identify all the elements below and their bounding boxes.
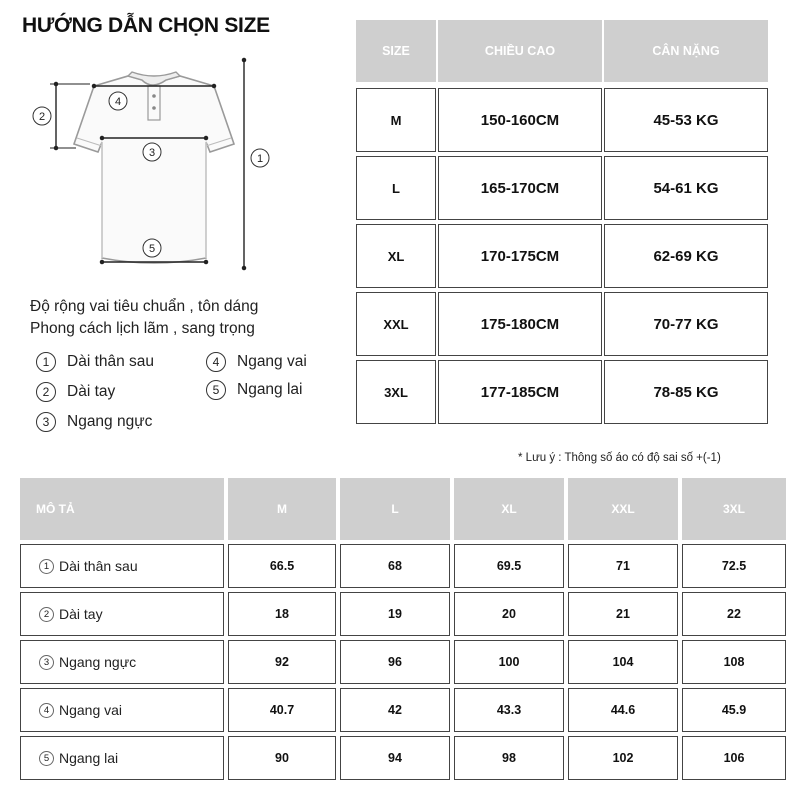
measurement-cell: 44.6	[568, 688, 678, 732]
tolerance-note: * Lưu ý : Thông số áo có độ sai số +(-1)	[518, 452, 721, 464]
number-circle-icon: 3	[36, 412, 56, 432]
page-title: HƯỚNG DẪN CHỌN SIZE	[22, 14, 270, 37]
measurement-cell: 20	[454, 592, 564, 636]
number-circle-icon: 3	[39, 655, 54, 670]
size-chart-cell: 70-77 KG	[604, 292, 768, 356]
measurement-row-label	[20, 592, 224, 636]
measurement-cell: 102	[568, 736, 678, 780]
size-chart-cell: 177-185CM	[438, 360, 602, 424]
measurement-cell: 66.5	[228, 544, 336, 588]
legend-item	[206, 380, 303, 400]
size-chart-cell: 170-175CM	[438, 224, 602, 288]
number-circle-icon: 1	[39, 559, 54, 574]
number-circle-icon: 5	[206, 380, 226, 400]
legend-item	[36, 382, 115, 402]
measurement-header: MÔ TẢ	[20, 478, 224, 540]
number-circle-icon: 2	[39, 607, 54, 622]
marker-5-icon	[143, 239, 161, 257]
size-chart-header: SIZE	[356, 20, 436, 82]
measurement-cell: 90	[228, 736, 336, 780]
shirt-diagram	[30, 46, 290, 278]
size-chart-cell: 175-180CM	[438, 292, 602, 356]
legend-label: Ngang vai	[237, 353, 307, 370]
svg-text:3: 3	[148, 147, 156, 159]
row-label-text: Ngang lai	[59, 750, 119, 766]
measurement-cell: 68	[340, 544, 450, 588]
legend-label: Ngang ngực	[67, 413, 153, 430]
number-circle-icon: 5	[39, 751, 54, 766]
row-label-text: Dài tay	[59, 606, 103, 622]
size-chart-cell: 62-69 KG	[604, 224, 768, 288]
measurement-cell: 92	[228, 640, 336, 684]
measurement-header: 3XL	[682, 478, 786, 540]
number-circle-icon: 4	[39, 703, 54, 718]
measurement-header: XXL	[568, 478, 678, 540]
measurement-cell: 42	[340, 688, 450, 732]
legend-item	[206, 352, 307, 372]
number-circle-icon: 4	[206, 352, 226, 372]
measurement-row-label	[20, 640, 224, 684]
number-circle-icon: 2	[36, 382, 56, 402]
size-chart-cell: 54-61 KG	[604, 156, 768, 220]
size-chart-cell: 165-170CM	[438, 156, 602, 220]
measurement-cell: 108	[682, 640, 786, 684]
marker-1-icon	[251, 149, 269, 167]
measurement-cell: 18	[228, 592, 336, 636]
measurement-cell: 94	[340, 736, 450, 780]
legend-label: Ngang lai	[237, 381, 303, 398]
legend-item	[36, 352, 154, 372]
size-chart-cell: L	[356, 156, 436, 220]
measurement-cell: 98	[454, 736, 564, 780]
measurement-cell: 71	[568, 544, 678, 588]
size-chart-cell: 78-85 KG	[604, 360, 768, 424]
measurement-cell: 100	[454, 640, 564, 684]
svg-text:4: 4	[114, 96, 122, 108]
measurement-cell: 45.9	[682, 688, 786, 732]
size-chart-header: CÂN NẶNG	[604, 20, 768, 82]
svg-text:5: 5	[148, 243, 156, 255]
measurement-row-label	[20, 736, 224, 780]
row-label-text: Dài thân sau	[59, 558, 138, 574]
measurement-cell: 72.5	[682, 544, 786, 588]
measurement-row-label	[20, 688, 224, 732]
svg-text:1: 1	[256, 153, 264, 165]
size-chart-cell: XL	[356, 224, 436, 288]
size-chart-cell: M	[356, 88, 436, 152]
measurement-header: M	[228, 478, 336, 540]
measurement-row-label	[20, 544, 224, 588]
measurement-cell: 21	[568, 592, 678, 636]
number-circle-icon: 1	[36, 352, 56, 372]
measurement-header: XL	[454, 478, 564, 540]
legend-label: Dài thân sau	[67, 353, 155, 370]
measurement-cell: 40.7	[228, 688, 336, 732]
size-chart-cell: 3XL	[356, 360, 436, 424]
description-line: Phong cách lịch lãm , sang trọng	[30, 320, 255, 337]
measurement-cell: 69.5	[454, 544, 564, 588]
marker-4-icon	[109, 92, 127, 110]
legend-item	[36, 412, 152, 432]
size-chart-cell: 150-160CM	[438, 88, 602, 152]
row-label-text: Ngang ngực	[59, 654, 137, 670]
size-chart-cell: XXL	[356, 292, 436, 356]
measurement-cell: 96	[340, 640, 450, 684]
measurement-cell: 106	[682, 736, 786, 780]
measurement-header: L	[340, 478, 450, 540]
size-chart-header: CHIỀU CAO	[438, 20, 602, 82]
marker-3-icon	[143, 143, 161, 161]
measurement-cell: 43.3	[454, 688, 564, 732]
description-line: Độ rộng vai tiêu chuẩn , tôn dáng	[30, 298, 259, 315]
row-label-text: Ngang vai	[59, 702, 123, 718]
size-chart-cell: 45-53 KG	[604, 88, 768, 152]
marker-2-icon	[33, 107, 51, 125]
legend-label: Dài tay	[67, 383, 116, 400]
measurement-cell: 104	[568, 640, 678, 684]
polo-shirt-illustration	[30, 46, 290, 278]
measurement-cell: 22	[682, 592, 786, 636]
svg-text:2: 2	[38, 111, 46, 123]
measurement-cell: 19	[340, 592, 450, 636]
